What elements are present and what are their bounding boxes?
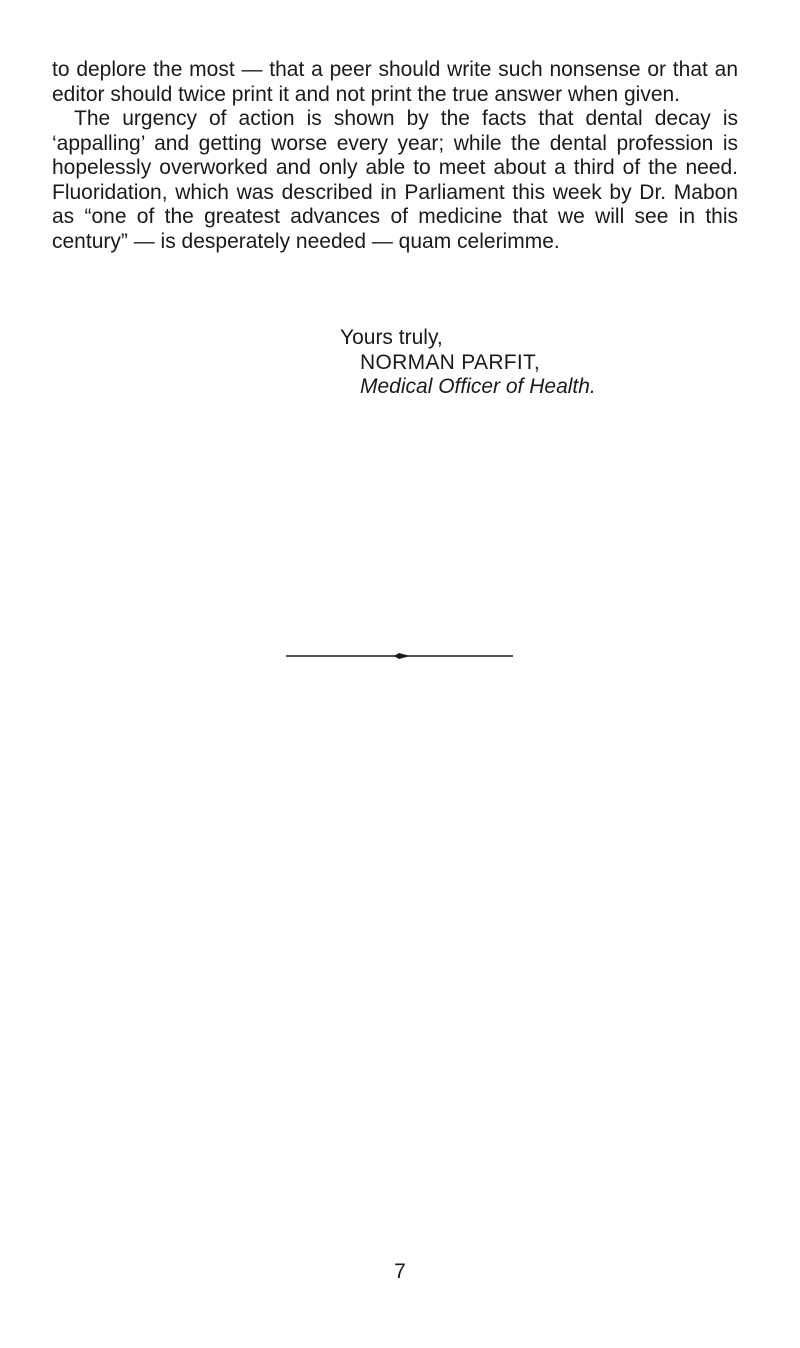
- signatory-name: NORMAN PARFIT,: [360, 350, 540, 374]
- ornamental-divider: [286, 649, 513, 663]
- letter-body: [52, 58, 738, 254]
- paragraph-continuation: to deplore the most — that a peer should write such nonsense or that an editor should twice print it and not print the true answer when given.: [52, 58, 738, 106]
- closing-line: Yours truly,: [340, 326, 443, 349]
- diamond-ornament-icon: [394, 653, 410, 659]
- page-number: 7: [394, 1260, 406, 1283]
- signatory-title: Medical Officer of Health.: [360, 375, 596, 398]
- paragraph-urgency: The urgency of action is shown by the facts that dental decay is ‘appalling’ and getting worse every year; while the dental profession is hopelessly overworked and only able to meet about a third of the need. Fluoridation, which was described in Parliament this week by Dr. Mabon as “one of the greatest advances of medicine that we will see in this century” — is desperately needed — quam celerimme.: [52, 107, 738, 253]
- signature-block: [340, 326, 596, 400]
